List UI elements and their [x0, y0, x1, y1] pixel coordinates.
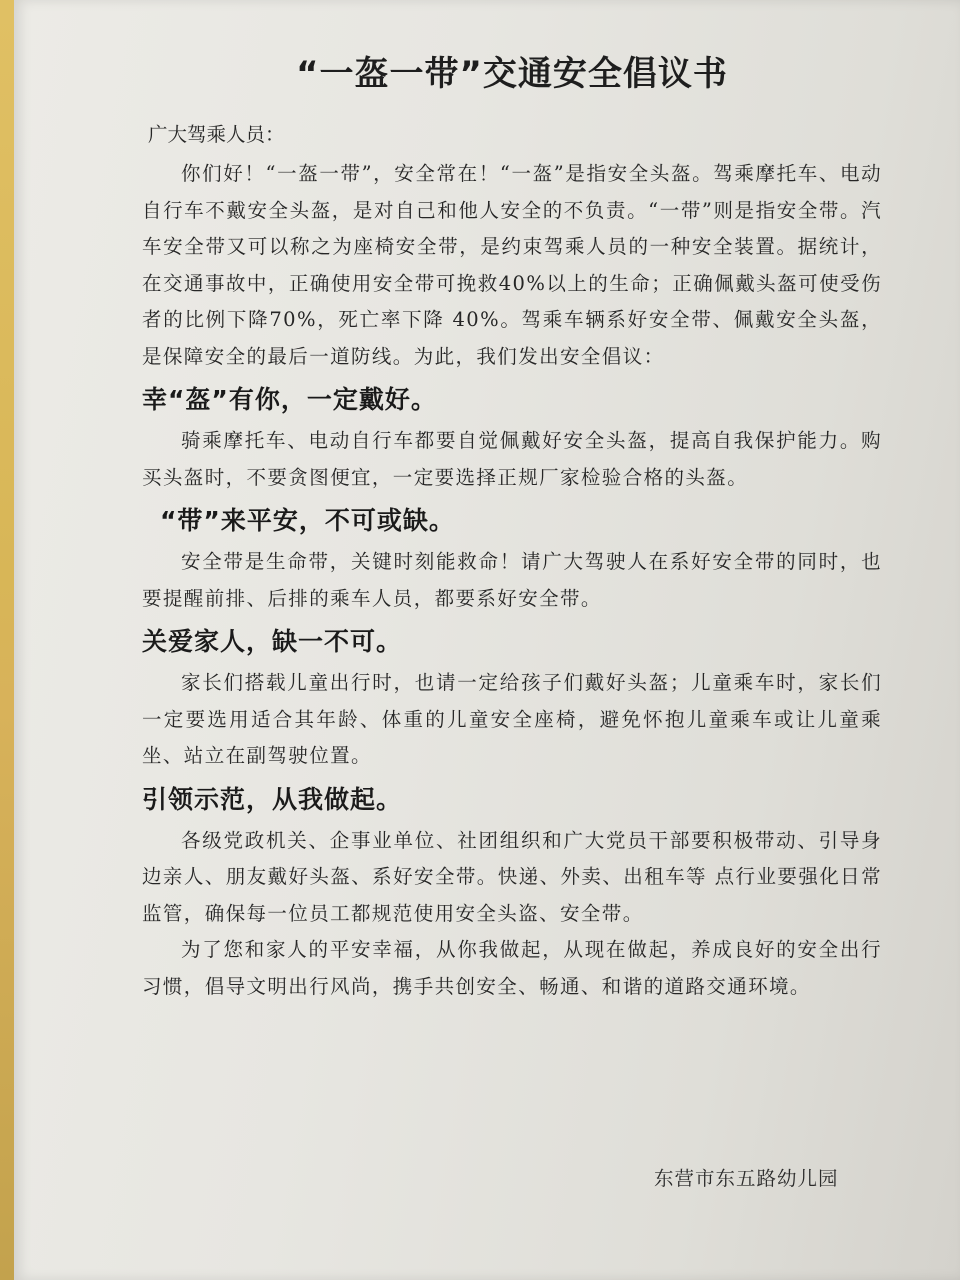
- belt-heading: “带”来平安，不可或缺。: [160, 506, 455, 535]
- example-heading: 引领示范，从我做起。: [142, 784, 403, 814]
- example-paragraph: 各级党政机关、企事业单位、社团组织和广大党员干部要积极带动、引导身边亲人、朋友戴好头盔、系好安全带。快递、外卖、出租车等 点行业要强化日常监管，确保每一位员工都规范使用安全头盗、安全带。: [142, 828, 882, 925]
- family-paragraph: 家长们搭载儿童出行时，也请一定给孩子们戴好头盔；儿童乘车时，家长们一定要选用适合其年龄、体重的儿童安全座椅，避免怀抱儿童乘车或让儿童乘坐、站立在副驾驶位置。: [142, 671, 882, 767]
- family-heading: 关爱家人，缺一不可。: [142, 627, 403, 656]
- document-title: “一盔一带”交通安全倡议书: [296, 54, 728, 94]
- closing-paragraph: 为了您和家人的平安幸福，从你我做起，从现在做起，养成良好的安全出行习惯，倡导文明出行风尚，携手共创安全、畅通、和谐的道路交通环境。: [142, 938, 882, 998]
- intro-paragraph: 你们好！“一盔一带”，安全常在！“一盔”是指安全头盔。驾乘摩托车、电动自行车不戴安全头盔，是对自己和他人安全的不负责。“一带”则是指安全带。汽车安全带又可以称之为座椅安全带，是约束驾乘人员的一种安全装置。据统计，在交通事故中，正确使用安全带可挽救40%以上的生命；正确佩戴头盔可使受伤者的比例下降70%，死亡率下降 40%。驾乘车辆系好安全带、佩戴安全头盔，是保障安全的最后一道防线。为此，我们发出安全倡议：: [142, 162, 882, 368]
- helmet-heading: 幸“盔”有你，一定戴好。: [142, 385, 437, 414]
- signature: 东营市东五路幼儿园: [654, 1167, 839, 1190]
- yellow-folder-edge: [0, 0, 14, 1280]
- salutation: 广大驾乘人员：: [148, 123, 285, 146]
- belt-paragraph: 安全带是生命带，关键时刻能救命！请广大驾驶人在系好安全带的同时，也要提醒前排、后排的乘车人员，都要系好安全带。: [142, 550, 882, 610]
- paper-sheet: [14, 0, 960, 1280]
- helmet-paragraph: 骑乘摩托车、电动自行车都要自觉佩戴好安全头盔，提高自我保护能力。购买头盔时，不要贪图便宜，一定要选择正规厂家检验合格的头盔。: [142, 429, 882, 489]
- document-body: [142, 48, 882, 1005]
